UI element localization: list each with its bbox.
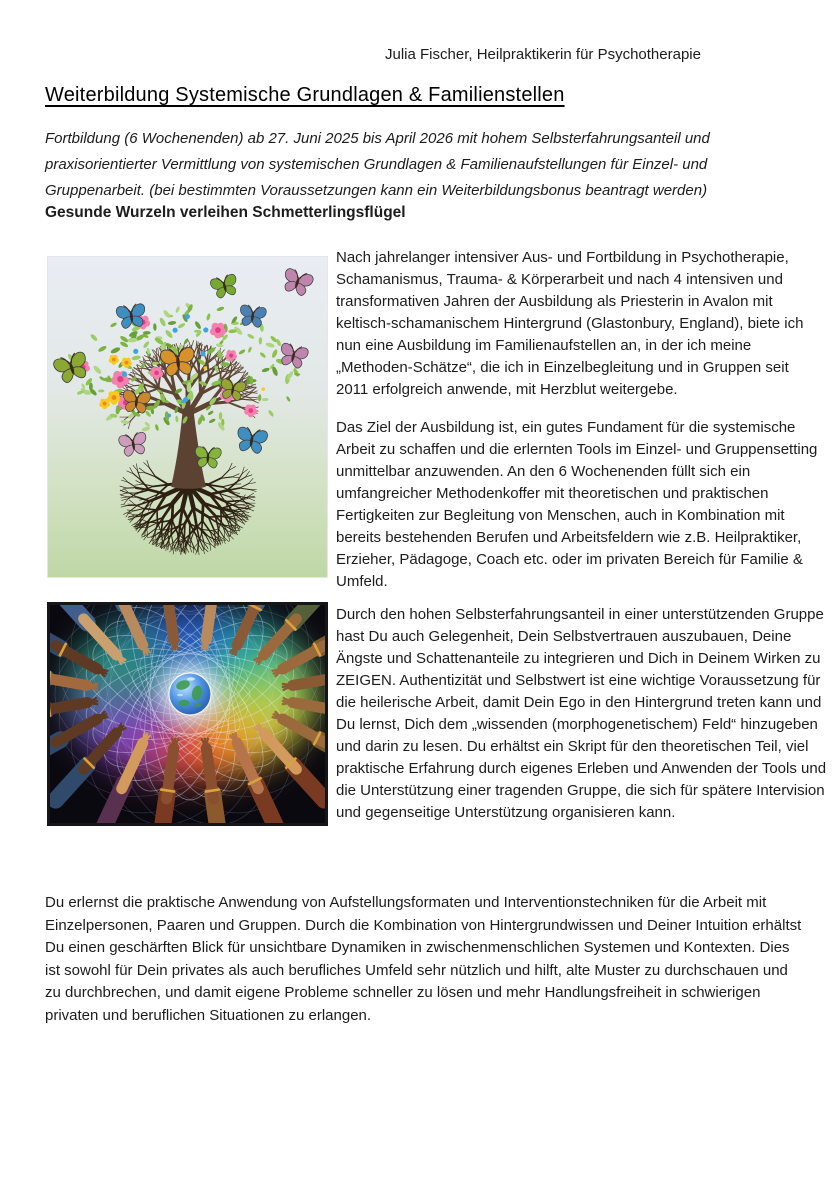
tree-illustration <box>48 257 327 577</box>
hands-web-image <box>47 602 328 826</box>
paragraph-training-background: Nach jahrelanger intensiver Aus- und Fortbildung in Psychotherapie, Schamanismus, Trauma- & Körperarbeit und nach 4 intensiven und transformativen Jahren der Ausbildung als Priesterin in Avalon mit keltisch-schamanischem Hintergrund (Glastonbury, England), biete ich nun eine Ausbildung im Familienaufstellen an, in der ich meine „Methoden-Schätze“, die ich in Einzelbegleitung und in Gruppen seit 2011 erfolgreich anwende, mit Herzblut weitergebe. <box>336 249 804 398</box>
paragraph-training-goal: Das Ziel der Ausbildung ist, ein gutes Fundament für die systemische Arbeit zu schaffen und die erlernten Tools im Einzel- und Gruppensetting unmittelbar anzuwenden. An den 6 Wochenenden füllt sich ein umfangreicher Methodenkoffer mit theoretischen und praktischen Fertigkeiten zur Begleitung von Menschen, auch in Kombination mit bereits bestehenden Berufen und Arbeitsfeldern wie z.B. Heilpraktiker, Erzieher, Pädagoge, Coach etc. oder im privaten Bereich für Familie & Umfeld. <box>336 419 818 590</box>
intro-paragraph: Fortbildung (6 Wochenenden) ab 27. Juni 2025 bis April 2026 mit hohem Selbsterfahrungsanteil und praxisorientierter Vermittlung von systemischen Grundlagen & Familienaufstellungen für Einzel- und Gruppenarbeit. (bei bestimmten Voraussetzungen kann ein Weiterbildungsbonus beantragt werden) <box>45 130 710 199</box>
earth-globe <box>169 673 211 715</box>
author-line: Julia Fischer, Heilpraktikerin für Psychotherapie <box>385 46 701 63</box>
paragraph-self-experience: Durch den hohen Selbsterfahrungsanteil in einer unterstützenden Gruppe hast Du auch Gelegenheit, Dein Selbstvertrauen auszubauen, Deine Ängste und Schattenanteile zu integrieren und Dich in Deinem Wirken zu ZEIGEN. Authentizität und Selbstwert ist eine wichtige Voraussetzung für die heilerische Arbeit, damit Dein Ego in den Hintergrund treten kann und Du lernst, Dich dem „wissenden (morphogenetischem) Feld“ hinzugeben und darin zu lesen. Du erhältst ein Skript für den theoretischen Teil, viel praktische Erfahrung durch eigenes Erleben und Anwenden der Tools und die Unterstützung einer tragenden Gruppe, die sich für spätere Intervision und gegenseitige Unterstützung organisieren kann. <box>336 606 827 821</box>
document-title: Weiterbildung Systemische Grundlagen & Familienstellen <box>45 84 565 106</box>
hands-and-web-illustration <box>50 605 325 823</box>
text-column-2 <box>336 604 828 824</box>
paragraph-practical-application: Du erlernst die praktische Anwendung von Aufstellungsformaten und Interventionstechniken für die Arbeit mit Einzelpersonen, Paaren und Gruppen. Durch die Kombination von Hintergrundwissen und Deiner Intuition erhältst Du einen geschärften Blick für unsichtbare Dynamiken in zwischenmenschlichen Systemen und Kontexten. Dies ist sowohl für Dein privates als auch berufliches Umfeld sehr nützlich und hilft, alte Muster zu durchschauen und zu durchbrechen, und damit eigene Probleme schneller zu lösen und mehr Handlungsfreiheit in schwierigen privaten und beruflichen Situationen zu erlangen. <box>45 894 802 1024</box>
text-column-1 <box>336 247 822 609</box>
tree-of-life-image <box>47 256 328 578</box>
section-heading: Gesunde Wurzeln verleihen Schmetterlingsflügel <box>45 204 406 221</box>
